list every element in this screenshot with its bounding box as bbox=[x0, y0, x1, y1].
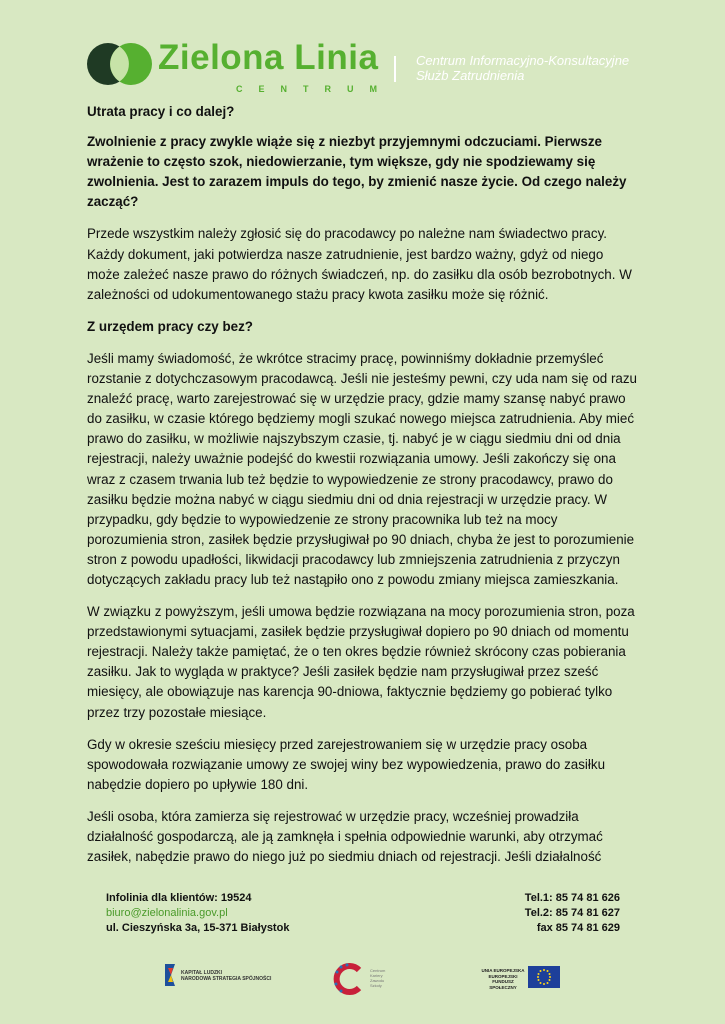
article-paragraph-2: Jeśli mamy świadomość, że wkrótce stracimy pracę, powinniśmy dokładnie przemyśleć rozstanie z dotychczasowym pracodawcą. Jeśli nie jesteśmy pewni, czy uda nam się od razu znaleźć pracę, warto zarejestrować się w urzędzie pracy, gdzie mamy szansę nabyć prawo do zasiłku, w czasie którego będziemy mogli szukać nowego miejsca zatrudnienia. Aby mieć prawo do zasiłku, w możliwie najszybszym czasie, tj. nabyć je w ciągu siedmiu dni od dnia rejestracji, należy uważnie podejść do kwestii rozwiązania umowy. Jeśli zakończy się ona wraz z czasem trwania lub też będzie to wypowiedzenie ze strony pracodawcy, prawo do zasiłku będzie można nabyć w ciągu siedmiu dni od dnia rejestracji w urzędzie pracy. W przypadku, gdy będzie to wypowiedzenie ze strony pracownika lub też na mocy porozumienia stron, zasiłek będzie przysługiwał po 90 dniach, chyba że jest to porozumienie stron z powodu upadłości, likwidacji pracodawcy lub zmniejszenia zatrudnienia z przyczyn dotyczących zakładu pracy lub też nastąpiło ono z powodu zmiany miejsca zamieszkania. bbox=[87, 350, 638, 587]
article-paragraph-1: Przede wszystkim należy zgłosić się do pracodawcy po należne nam świadectwo pracy. Każdy dokument, jaki potwierdza nasze zatrudnienie, jest bardzo ważny, gdyż od niego może zależeć nasze prawo do różnych świadczeń, np. do zasiłku dla osób bezrobotnych. W zależności od udokumentowanego stażu pracy kwota zasiłku może się różnić. bbox=[87, 226, 632, 302]
footer-email-link[interactable]: biuro@zielonalinia.gov.pl bbox=[106, 907, 228, 919]
kl-line1: KAPITAŁ LUDZKI bbox=[181, 970, 223, 976]
footer-fax: fax 85 74 81 629 bbox=[536, 922, 620, 934]
kl-line2: NARODOWA STRATEGIA SPÓJNOŚCI bbox=[181, 976, 272, 982]
header bbox=[86, 40, 646, 98]
center-name bbox=[416, 53, 629, 83]
kapital-ludzki-logo-icon bbox=[163, 962, 179, 988]
centrum-kariery-logo-icon bbox=[333, 962, 369, 996]
brand-subtitle: CENTRUM bbox=[236, 84, 393, 94]
eu-text bbox=[480, 968, 526, 990]
ck-line3: Zawodu bbox=[370, 978, 385, 983]
article-lead: Zwolnienie z pracy zwykle wiąże się z niezbyt przyjemnymi odczuciami. Pierwsze wrażenie to często szok, niedowierzanie, tym większe, gdy nie spodziewamy się zwolnienia. Jest to zarazem impuls do tego, by zmienić nasze życie. Od czego należy zacząć? bbox=[87, 134, 627, 210]
centrum-kariery-text bbox=[370, 968, 385, 988]
kapital-ludzki-text bbox=[181, 970, 271, 982]
sponsor-logos bbox=[0, 958, 725, 998]
ue-line2: EUROPEJSKI bbox=[488, 973, 518, 979]
article-paragraph-5: Jeśli osoba, która zamierza się rejestrować w urzędzie pracy, wcześniej prowadziła działalność gospodarczą, ale ją zamknęła i spełnia odpowiednie warunki, aby otrzymać zasiłek, nabędzie prawo do niego już po siedmiu dniach od rejestracji. Jeśli działalność bbox=[87, 808, 603, 865]
header-divider bbox=[394, 56, 396, 82]
ue-line3: FUNDUSZ SPOŁECZNY bbox=[489, 979, 517, 990]
footer-phones bbox=[525, 891, 620, 936]
center-name-line1: Centrum Informacyjno-Konsultacyjne bbox=[416, 53, 630, 68]
article bbox=[87, 102, 639, 879]
ck-line2: Kariery bbox=[370, 973, 383, 978]
ck-line4: Szkoły bbox=[370, 983, 382, 988]
brand-name: Zielona Linia bbox=[158, 38, 379, 77]
center-name-line2: Służb Zatrudnienia bbox=[416, 68, 525, 83]
footer-infoline: Infolinia dla klientów: 19524 bbox=[106, 892, 252, 904]
footer-tel2: Tel.2: 85 74 81 627 bbox=[524, 907, 620, 919]
ck-line1: Centrum bbox=[370, 968, 386, 973]
footer-tel1: Tel.1: 85 74 81 626 bbox=[524, 892, 620, 904]
eu-flag-icon bbox=[528, 966, 560, 988]
footer-contact bbox=[106, 891, 289, 936]
article-subheading: Z urzędem pracy czy bez? bbox=[87, 318, 253, 334]
article-paragraph-3: W związku z powyższym, jeśli umowa będzie rozwiązana na mocy porozumienia stron, poza przedstawionymi sytuacjami, zasiłek będzie przysługiwał dopiero po 90 dniach od momentu rejestracji. Należy także pamiętać, że o ten okres będzie również skrócony czas pobierania zasiłku. Jak to wygląda w praktyce? Jeśli zasiłek będzie nam przysługiwał przez sześć miesięcy, ale obowiązuje nas karencja 90-dniowa, faktycznie będziemy go pobierać tylko przez trzy pozostałe miesiące. bbox=[87, 604, 635, 720]
footer-address: ul. Cieszyńska 3a, 15-371 Białystok bbox=[106, 922, 290, 934]
article-title: Utrata pracy i co dalej? bbox=[87, 104, 235, 119]
zielona-linia-logo-icon bbox=[86, 40, 156, 90]
ue-line1: UNIA EUROPEJSKA bbox=[481, 968, 525, 973]
article-paragraph-4: Gdy w okresie sześciu miesięcy przed zarejestrowaniem się w urzędzie pracy osoba spowodowała rozwiązanie umowy ze swojej winy bez wypowiedzenia, prawo do zasiłku nabędzie dopiero po upływie 180 dni. bbox=[87, 736, 606, 792]
